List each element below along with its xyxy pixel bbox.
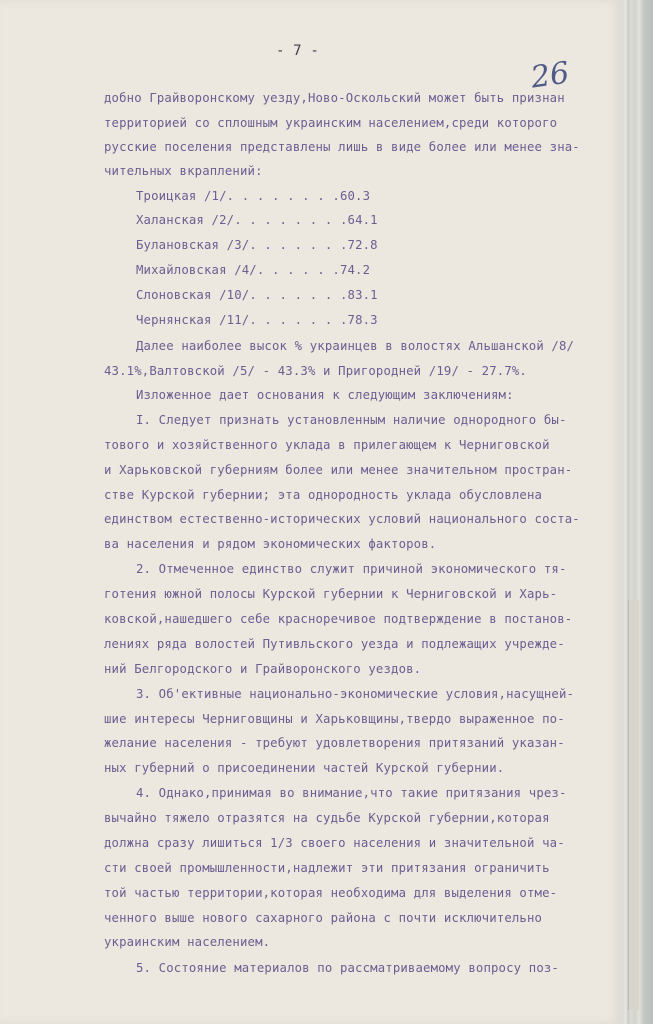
text-line: шие интересы Черниговщины и Харьковщины,твердо выраженное по-: [104, 712, 565, 726]
volost-name: Халанская /2/: [136, 213, 235, 227]
text-line: 2. Отмеченное единство служит причиной экономического тя-: [136, 562, 567, 576]
text-line: ченного выше нового сахарного района с почти исключительно: [104, 911, 543, 925]
volost-row: [136, 314, 378, 326]
volost-percent: 64.1: [347, 213, 378, 227]
volost-row: [136, 239, 378, 251]
leader-dots: . . . . . . .: [249, 238, 348, 252]
text-line: Далее наиболее высок % украинцев в волостях Альшанской /8/: [136, 339, 575, 353]
volost-percent: 60.3: [339, 189, 371, 203]
text-line: вычайно тяжело отразятся на судьбе Курской губернии,которая: [104, 811, 550, 825]
archive-folio-number: 26: [528, 55, 572, 96]
page-number: - 7 -: [276, 43, 319, 59]
text-line: готения южной полосы Курской губернии к Черниговской и Харь-: [104, 587, 558, 601]
volost-percent: 74.2: [339, 263, 371, 277]
text-line: сти своей промышленности,надлежит эти притязания ограничить: [104, 861, 550, 875]
text-line: украинским населением.: [104, 935, 271, 949]
leader-dots: . . . . . .: [256, 263, 340, 277]
binder-tab: [628, 600, 639, 1010]
text-line: добно Грайворонскому уезду,Ново-Оскольский может быть признан: [104, 91, 565, 105]
volost-percent: 72.8: [347, 238, 378, 252]
volost-name: Булановская /3/: [136, 238, 250, 252]
volost-name: Михайловская /4/: [136, 263, 257, 277]
text-line: ковской,нашедшего себе красноречивое подтверждение в постанов-: [104, 612, 573, 626]
volost-percent: 78.3: [347, 313, 378, 327]
text-line: ных губерний о присоединении частей Курской губернии.: [104, 761, 505, 775]
text-line: Изложенное дает основания к следующим заключениям:: [136, 388, 514, 402]
text-line: ва населения и рядом экономических факторов.: [104, 537, 437, 551]
volost-row: [136, 289, 378, 301]
text-line: территорией со сплошным украинским населением,среди которого: [104, 116, 558, 130]
volost-row: [136, 190, 370, 202]
text-line: русские поселения представлены лишь в виде более или менее зна-: [104, 140, 580, 154]
text-line: 3. Об'ективные национально-экономические условия,насущней-: [136, 687, 575, 701]
text-line: I. Следует признать установленным наличие однородного бы-: [136, 413, 567, 427]
text-line: 5. Состояние материалов по рассматриваемому вопросу поз-: [136, 961, 559, 975]
text-line: и Харьковской губерниям более или менее значительном простран-: [104, 463, 573, 477]
volost-name: Слоновская /10/: [136, 288, 250, 302]
text-line: должна сразу лишиться 1/3 своего населения и значительной ча-: [104, 836, 565, 850]
text-line: той частью территории,которая необходима для выделения отме-: [104, 886, 558, 900]
text-line: 43.1%,Валтовской /5/ - 43.3% и Пригородней /19/ - 27.7%.: [104, 364, 527, 378]
leader-dots: . . . . . . .: [249, 288, 348, 302]
volost-name: Чернянская /11/: [136, 313, 250, 327]
volost-row: [136, 264, 370, 276]
leader-dots: . . . . . . .: [249, 313, 348, 327]
text-line: желание населения - требуют удовлетворения притязаний указан-: [104, 736, 565, 750]
volost-percent: 83.1: [347, 288, 378, 302]
text-line: 4. Однако,принимая во внимание,что такие притязания чрез-: [136, 786, 567, 800]
text-line: чительных вкраплений:: [104, 164, 263, 178]
text-line: лениях ряда волостей Путивльского уезда и подлежащих учрежде-: [104, 637, 565, 651]
text-line: ний Белгородского и Грайворонского уездов.: [104, 662, 422, 676]
volost-row: [136, 214, 378, 226]
leader-dots: . . . . . . . .: [226, 189, 340, 203]
text-line: единством естественно-исторических условий национального соста-: [104, 512, 580, 526]
text-line: тового и хозяйственного уклада в прилегающем к Черниговской: [104, 438, 550, 452]
text-line: стве Курской губернии; эта однородность уклада обусловлена: [104, 488, 543, 502]
leader-dots: . . . . . . . .: [234, 213, 348, 227]
volost-name: Троицкая /1/: [136, 189, 227, 203]
